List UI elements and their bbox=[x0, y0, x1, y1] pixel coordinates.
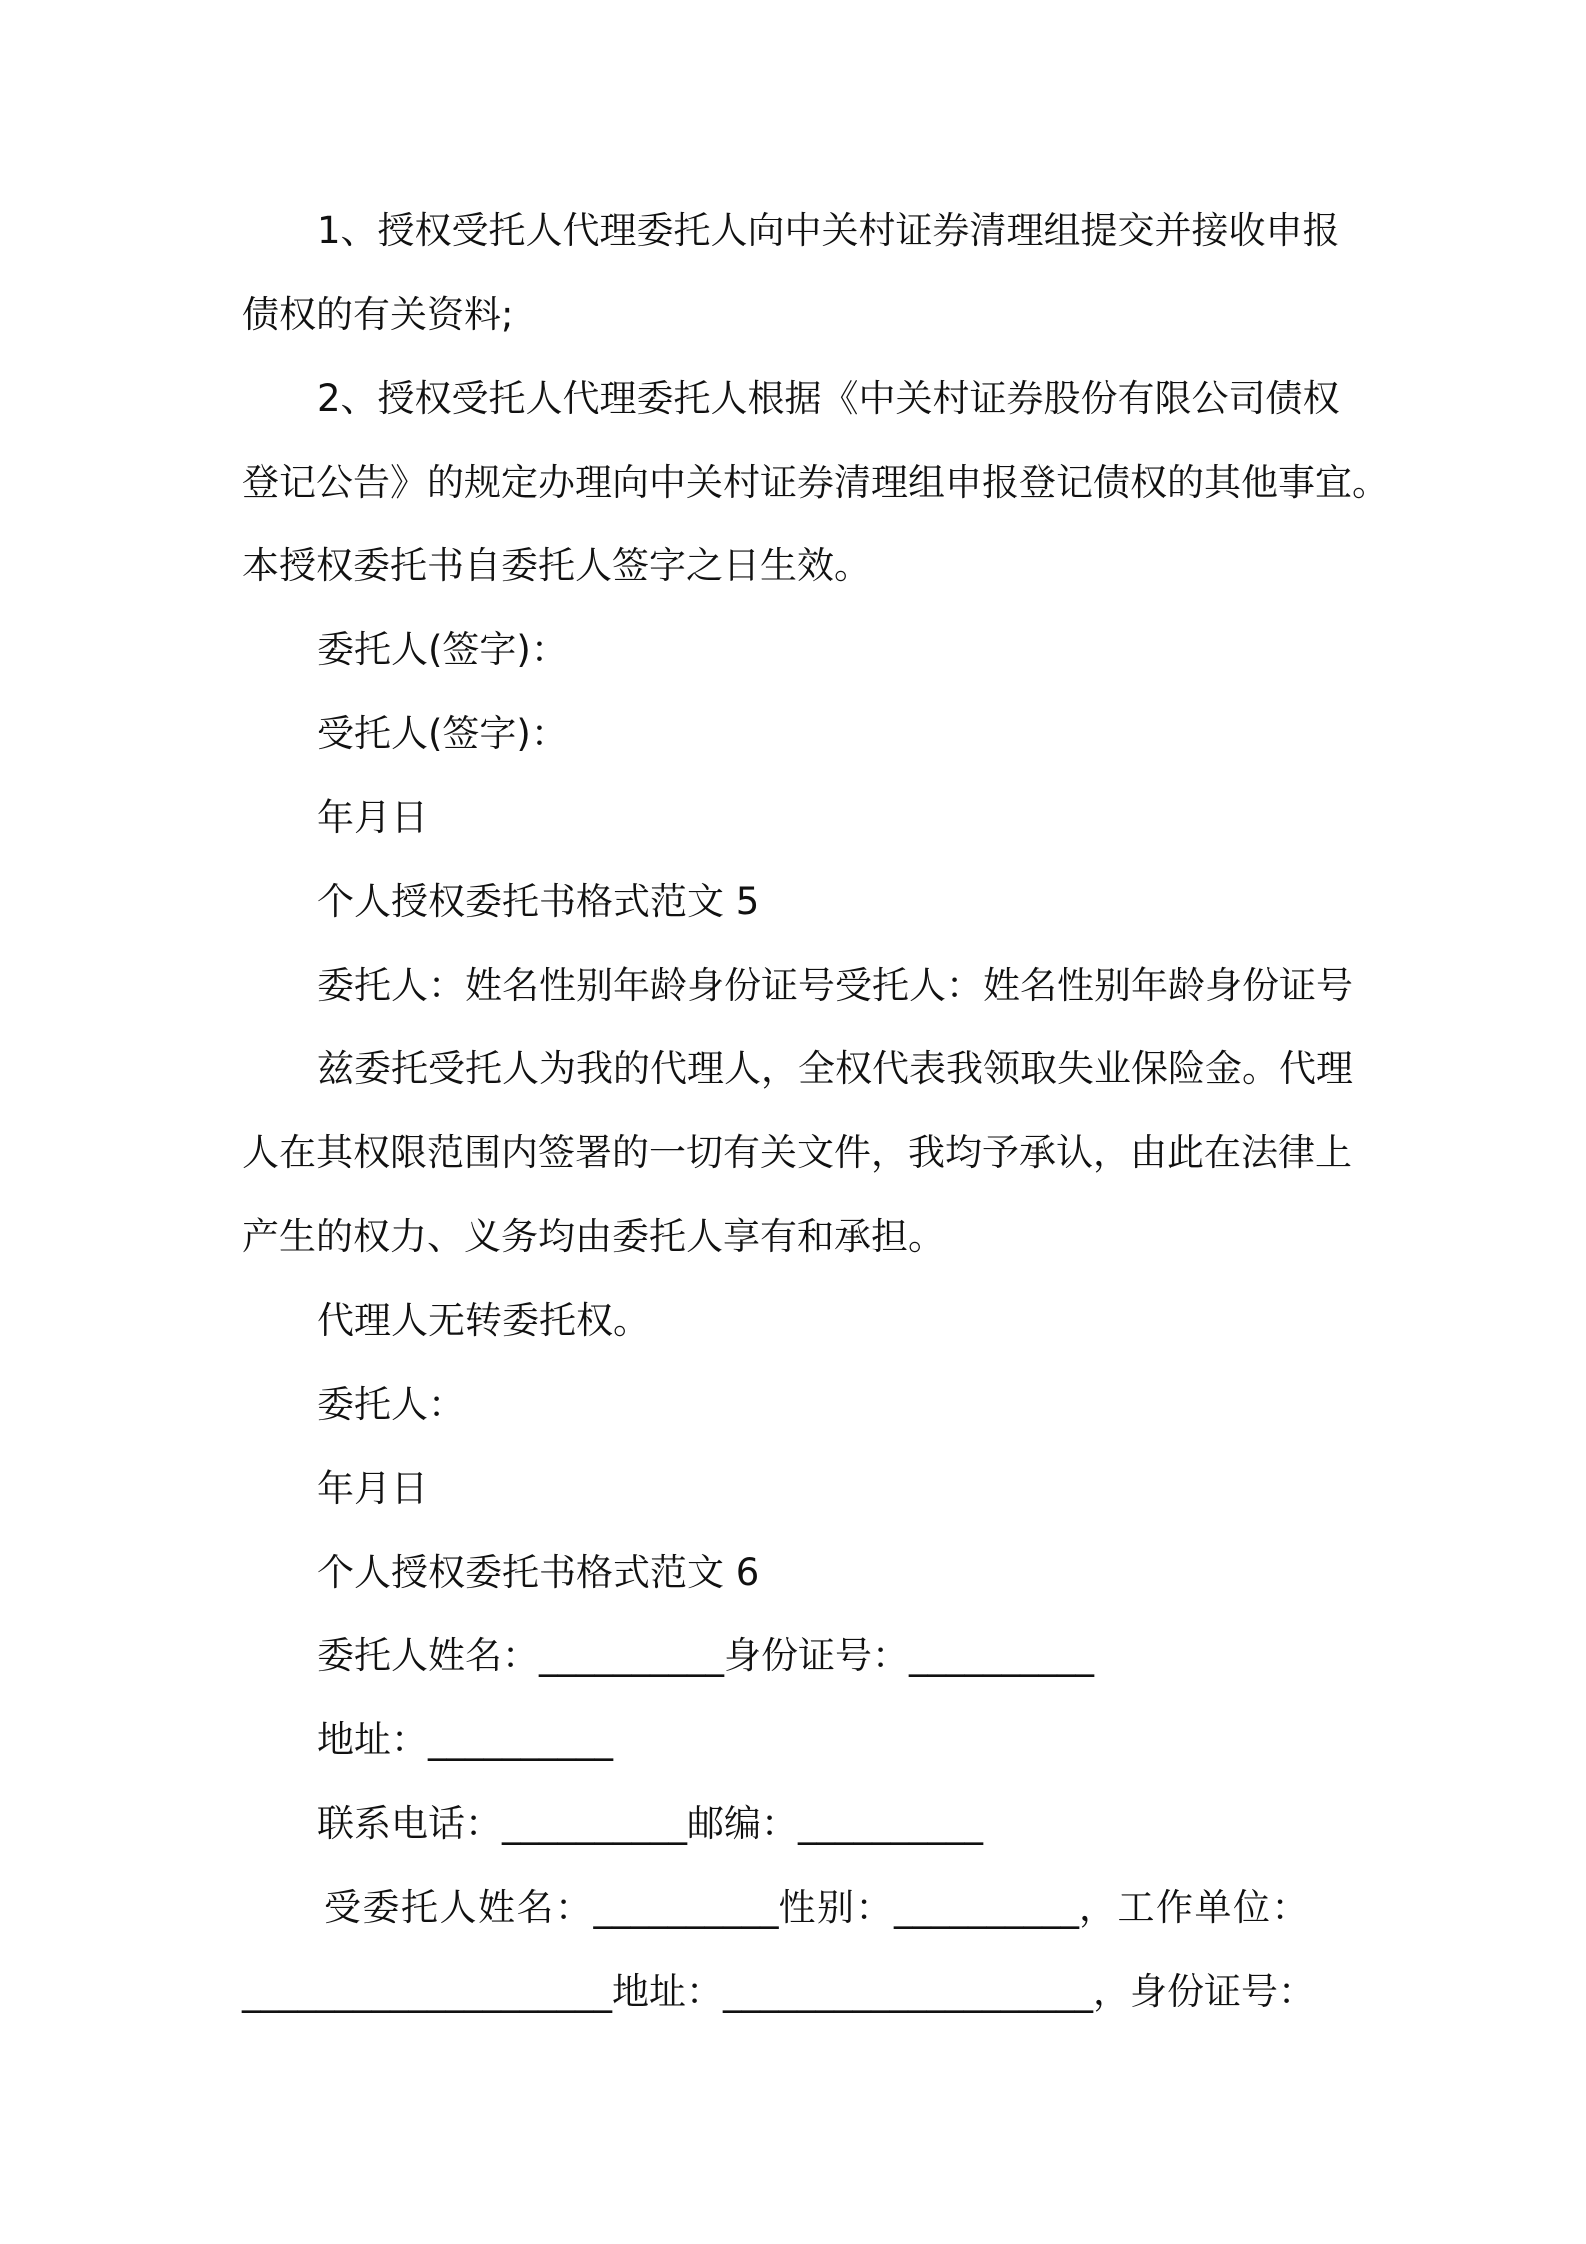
sample-6-address-row bbox=[0, 1698, 1586, 1782]
agent-employer-label: ，工作单位： bbox=[1079, 1885, 1310, 1929]
sample-5-no-sub-delegation: 代理人无转委托权。 bbox=[317, 1298, 650, 1342]
sample-5-body-line-3: 产生的权力、义务均由委托人享有和承担。 bbox=[242, 1215, 945, 1259]
sample-5-date: 年月日 bbox=[317, 1466, 428, 1510]
agent-address-blank: ____________________ bbox=[723, 1969, 1093, 2013]
sample-6-agent-row-continued bbox=[0, 1950, 1586, 2034]
agent-signature-label: 受托人(签字)： bbox=[317, 712, 568, 756]
authorization-item-1-line-2: 债权的有关资料; bbox=[242, 292, 514, 336]
sample-6-agent-row bbox=[0, 1866, 1586, 1950]
principal-id-label: 身份证号： bbox=[724, 1634, 909, 1678]
principal-name-label: 委托人姓名： bbox=[317, 1634, 539, 1678]
postcode-label: 邮编： bbox=[687, 1802, 798, 1846]
agent-employer-blank: ____________________ bbox=[242, 1969, 612, 2013]
agent-gender-label: 性别： bbox=[778, 1885, 894, 1929]
phone-blank: __________ bbox=[502, 1802, 687, 1846]
document-body bbox=[0, 189, 1586, 2034]
authorization-item-2-line-1: 2、授权受托人代理委托人根据《中关村证券股份有限公司债权 bbox=[317, 376, 1340, 420]
sample-5-body-line-1: 兹委托受托人为我的代理人，全权代表我领取失业保险金。代理 bbox=[317, 1047, 1353, 1091]
authorization-item-2-line-2: 登记公告》的规定办理向中关村证券清理组申报登记债权的其他事宜。 bbox=[242, 460, 1389, 504]
effective-statement: 本授权委托书自委托人签字之日生效。 bbox=[242, 544, 871, 588]
authorization-item-1-line-1: 1、授权受托人代理委托人向中关村证券清理组提交并接收申报 bbox=[317, 209, 1340, 252]
agent-name-blank: __________ bbox=[593, 1885, 779, 1929]
agent-address-label: 地址： bbox=[612, 1969, 723, 2013]
principal-address-blank: __________ bbox=[428, 1718, 613, 1762]
principal-signature-label: 委托人(签字)： bbox=[317, 628, 568, 672]
agent-name-label: 受委托人姓名： bbox=[324, 1885, 594, 1929]
sample-5-body-line-2: 人在其权限范围内签署的一切有关文件，我均予承认，由此在法律上 bbox=[242, 1131, 1352, 1175]
sample-6-heading: 个人授权委托书格式范文 6 bbox=[317, 1550, 760, 1594]
sample-6-principal-row bbox=[0, 1614, 1586, 1698]
principal-name-blank: __________ bbox=[539, 1634, 724, 1678]
sample-5-parties: 委托人：姓名性别年龄身份证号受托人：姓名性别年龄身份证号 bbox=[317, 963, 1353, 1007]
sample-5-heading: 个人授权委托书格式范文 5 bbox=[317, 879, 760, 923]
postcode-blank: __________ bbox=[798, 1802, 983, 1846]
sample-5-principal-label: 委托人： bbox=[317, 1382, 465, 1426]
agent-id-label: ，身份证号： bbox=[1093, 1969, 1315, 2013]
signature-date: 年月日 bbox=[317, 795, 428, 839]
phone-label: 联系电话： bbox=[317, 1802, 502, 1846]
principal-id-blank: __________ bbox=[909, 1634, 1094, 1678]
principal-address-label: 地址： bbox=[317, 1718, 428, 1762]
agent-gender-blank: __________ bbox=[894, 1885, 1079, 1929]
sample-6-contact-row bbox=[0, 1782, 1586, 1866]
